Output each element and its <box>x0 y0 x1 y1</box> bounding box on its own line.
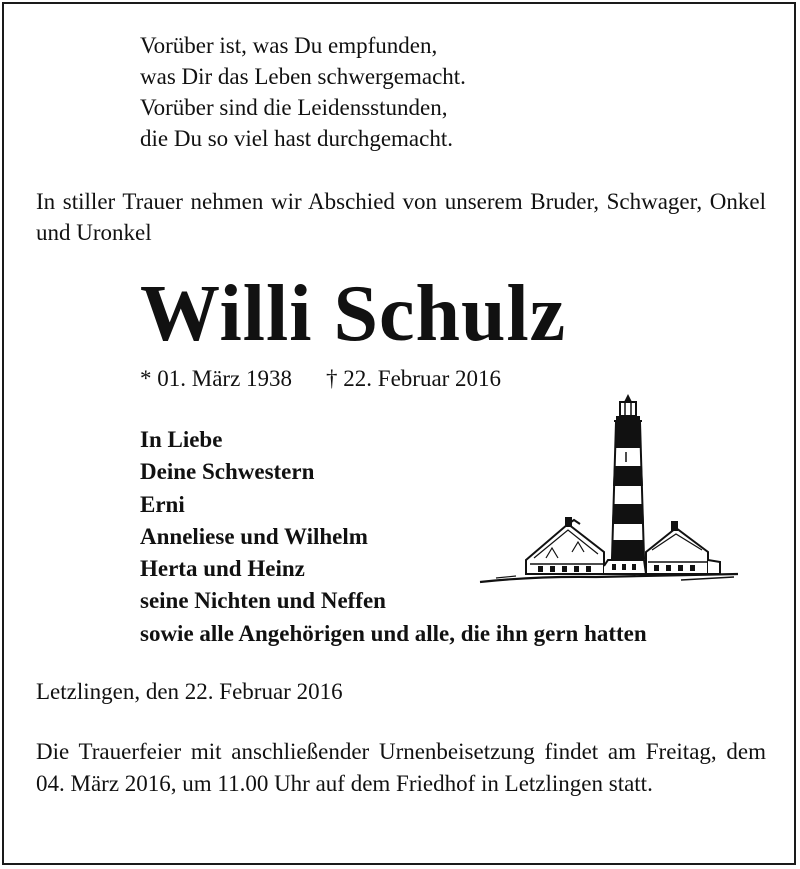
right-cottage <box>646 522 720 574</box>
lighthouse-tower <box>612 394 644 558</box>
poem-line: was Dir das Leben schwergemacht. <box>140 64 466 89</box>
memorial-poem <box>140 30 466 154</box>
poem-line: die Du so viel hast durchgemacht. <box>140 126 453 151</box>
place-and-date: Letzlingen, den 22. Februar 2016 <box>36 679 343 704</box>
signature-line: In Liebe <box>140 427 223 452</box>
lighthouse-icon <box>476 390 744 590</box>
poem-line: Vorüber ist, was Du empfunden, <box>140 33 438 58</box>
birth-date: * 01. März 1938 <box>140 366 293 391</box>
intro-text: In stiller Trauer nehmen wir Abschied von unserem Bruder, Schwager, Onkel und Uronkel <box>36 189 766 245</box>
life-dates <box>140 364 501 394</box>
left-cottage <box>526 518 604 574</box>
death-date: † 22. Februar 2016 <box>326 366 502 391</box>
signature-line: Erni <box>140 491 185 517</box>
signature-line: Herta und Heinz <box>140 556 305 582</box>
signature-line: Deine Schwestern <box>140 459 315 485</box>
poem-line: Vorüber sind die Leidensstunden, <box>140 95 448 120</box>
signature-line: Anneliese und Wilhelm <box>140 523 368 549</box>
ceremony-notice: Die Trauerfeier mit anschließender Urnenbeisetzung findet am Freitag, dem 04. März 2016, um 11.00 Uhr auf dem Friedhof in Letzlingen statt. <box>36 739 766 796</box>
deceased-name: Willi Schulz <box>140 270 567 358</box>
signature-line: seine Nichten und Neffen <box>140 588 386 614</box>
signature-line: sowie alle Angehörigen und alle, die ihn gern hatten <box>140 620 647 646</box>
